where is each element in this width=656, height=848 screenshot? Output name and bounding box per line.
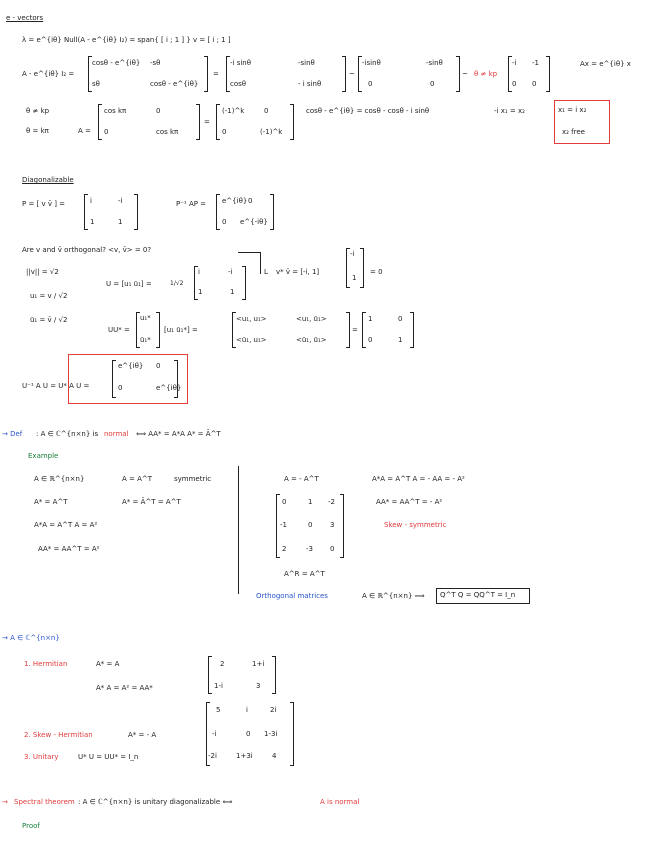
matrix-entry: 0 (118, 384, 123, 392)
def-text: : A ∈ ℂ^{n×n} is (36, 430, 99, 438)
bracket (98, 104, 102, 140)
bracket (290, 702, 294, 766)
spectral-normal: A is normal (320, 798, 360, 806)
skew-below: A^R = A^T (284, 570, 325, 578)
matrix-entry: -i sinθ (230, 59, 252, 67)
tilde: ~ (462, 70, 468, 78)
bracket (242, 266, 246, 300)
bracket (156, 312, 160, 348)
matrix-entry: cos kπ (104, 107, 127, 115)
matrix-entry: <ū₁, u₁> (236, 336, 267, 344)
matrix-entry: 1 (308, 498, 313, 506)
skew-hermitian-label: 2. Skew - Hermitian (24, 731, 93, 739)
bracket (290, 104, 294, 140)
matrix-entry: -i (350, 250, 355, 258)
matrix-entry: 1 (368, 315, 373, 323)
matrix-entry: -i (118, 197, 123, 205)
eigenvalue-line: λ = e^{iθ} Null(A - e^{iθ} I₂) = span{ [ i ; 1 ] } v = [ i ; 1 ] (22, 36, 231, 44)
tilde: ~ (349, 70, 355, 78)
bracket (134, 194, 138, 230)
matrix-entry: -isinθ (362, 59, 381, 67)
ex-left-2: A*A = A^T A = A² (34, 521, 98, 529)
example-label: Example (28, 452, 59, 460)
hermitian-def: A* = A (96, 660, 120, 668)
skew-eq-2: AA* = AA^T = - A² (376, 498, 443, 506)
pap-label: P⁻¹ AP = (176, 200, 207, 208)
bracket (270, 194, 274, 230)
matrix-entry: 0 (222, 128, 227, 136)
matrix-entry: cos kπ (156, 128, 179, 136)
bracket (546, 56, 550, 92)
matrix-entry: -sinθ (426, 59, 443, 67)
vstar-row: v* v̄ = [-i, 1] (276, 268, 320, 276)
bracket (196, 104, 200, 140)
matrix-entry: 0 (104, 128, 109, 136)
def-normal: normal (104, 430, 129, 438)
matrix-entry: cosθ - e^{iθ} (150, 80, 199, 88)
matrix-entry: 0 (264, 107, 269, 115)
matrix-entry: 1 (230, 288, 235, 296)
spectral-arrow: → (2, 798, 8, 806)
a-label: A = (78, 127, 91, 135)
bracket (342, 56, 346, 92)
u1-definition: u₁ = v / √2 (30, 292, 68, 300)
uau-label: U⁻¹ A U = U* A U = (22, 382, 90, 390)
matrix-entry: 3 (256, 682, 261, 690)
bracket (216, 104, 220, 140)
matrix-entry: -sθ (150, 59, 161, 67)
matrix-entry: 1 (90, 218, 95, 226)
cos-equation: cosθ - e^{iθ} = cosθ - cosθ - i sinθ (306, 107, 430, 115)
spectral-label: Spectral theorem (14, 798, 75, 806)
u-definition: U = [u₁ ū₁] = (106, 280, 152, 288)
heading-diagonalizable: Diagonalizable (22, 176, 74, 184)
equals: = (213, 70, 219, 78)
section-complex: → A ∈ ℂ^{n×n} (2, 634, 60, 642)
ex-sym-label: symmetric (174, 475, 212, 483)
matrix-entry: -i (228, 268, 233, 276)
matrix-entry: 1-i (214, 682, 223, 690)
matrix-entry: <u₁, ū₁> (296, 315, 327, 323)
orthogonal-set: A ∈ ℝ^{n×n} ⟹ (362, 592, 425, 600)
cond-theta-eq: θ = kπ (26, 127, 49, 135)
connector-line (238, 252, 260, 253)
matrix-entry: 1-3i (264, 730, 278, 738)
matrix-entry: 1 (118, 218, 123, 226)
skew-eq-1: A*A = A^T A = - AA = - A² (372, 475, 465, 483)
matrix-entry: -2i (208, 752, 217, 760)
matrix-entry: -i (212, 730, 217, 738)
matrix-entry: 1 (198, 288, 203, 296)
ex-sym-0: A = A^T (122, 475, 153, 483)
matrix-entry: 1+3i (236, 752, 253, 760)
matrix-entry: e^{iθ} (156, 384, 182, 392)
matrix-entry: 5 (216, 706, 221, 714)
zero-condition: θ ≠ kp (474, 70, 498, 78)
bracket (216, 194, 220, 230)
matrix-entry: 1+i (252, 660, 265, 668)
matrix-entry: (-1)^k (222, 107, 245, 115)
ex-left-1: A* = A^T (34, 498, 68, 506)
hermitian-label: 1. Hermitian (24, 660, 68, 668)
ix-equation: -i x₁ = x₂ (494, 107, 525, 115)
bracket (346, 312, 350, 348)
matrix-entry: ū₁* (140, 336, 151, 344)
matrix-entry: sθ (92, 80, 100, 88)
unitary-def: U* U = UU* = I_n (78, 753, 139, 761)
matrix-entry: -1 (532, 59, 539, 67)
matrix-entry: -1 (280, 521, 287, 529)
uu-middle: [u₁ ū₁*] = (164, 326, 198, 334)
matrix-entry: 0 (156, 107, 161, 115)
uu-label: UU* = (108, 326, 130, 334)
solution-x1: x₁ = i x₂ (558, 106, 587, 114)
matrix-entry: 0 (368, 336, 373, 344)
matrix-entry: e^{-iθ} (240, 218, 268, 226)
ex-left-3: AA* = AA^T = A² (38, 545, 100, 553)
matrix-entry: 0 (512, 80, 517, 88)
matrix-entry: cosθ (230, 80, 247, 88)
matrix-entry: - i sinθ (298, 80, 322, 88)
matrix-entry: u₁* (140, 314, 151, 322)
ex-left-0: A ∈ ℝ^{n×n} (34, 475, 85, 483)
vstar-equals: = 0 (370, 268, 383, 276)
matrix-entry: e^{iθ} (222, 197, 248, 205)
matrix-entry: -2 (328, 498, 335, 506)
matrix-entry: 1 (352, 274, 357, 282)
bracket (456, 56, 460, 92)
orthogonal-box-text: Q^T Q = QQ^T = I_n (440, 591, 516, 599)
matrix-entry: 0 (330, 545, 335, 553)
norm-v: ||v|| = √2 (26, 268, 59, 276)
equals: = (352, 326, 358, 334)
solution-x2: x₂ free (562, 128, 585, 136)
bracket (84, 194, 88, 230)
orthogonal-question: Are v and v̄ orthogonal? <v, v̄> = 0? (22, 246, 152, 254)
orthogonal-label: Orthogonal matrices (256, 592, 328, 600)
connector-line (260, 252, 261, 274)
matrix-entry: 0 (246, 730, 251, 738)
proof-label: Proof (22, 822, 40, 830)
matrix-entry: 0 (222, 218, 227, 226)
heading-evectors: e - vectors (6, 14, 44, 22)
equals: = (204, 118, 210, 126)
matrix-entry: <u₁, u₁> (236, 315, 267, 323)
matrix-entry: 3 (330, 521, 335, 529)
bracket (272, 656, 276, 694)
row1-lhs: A - e^{iθ} I₂ = (22, 70, 75, 78)
ex-right-eq: A = - A^T (284, 475, 319, 483)
cond-theta-neq: θ ≠ kp (26, 107, 50, 115)
def-rest: ⟺ AA* = A*A A* = Ā^T (136, 430, 221, 438)
bracket (360, 248, 364, 288)
matrix-entry: 2 (282, 545, 287, 553)
bracket (204, 56, 208, 92)
matrix-entry: cosθ - e^{iθ} (92, 59, 141, 67)
hermitian-eq: A* A = A² = AA* (96, 684, 153, 692)
spectral-text: : A ∈ ℂ^{n×n} is unitary diagonalizable ⟺ (78, 798, 233, 806)
matrix-entry: -sinθ (298, 59, 315, 67)
matrix-entry: 0 (368, 80, 373, 88)
matrix-entry: i (90, 197, 92, 205)
matrix-entry: <ū₁, ū₁> (296, 336, 327, 344)
matrix-entry: 0 (248, 197, 253, 205)
matrix-entry: i (198, 268, 200, 276)
u-fraction: 1/√2 (170, 280, 184, 287)
matrix-entry: 0 (156, 362, 161, 370)
bracket (340, 494, 344, 558)
def-arrow: → Def (2, 430, 23, 438)
matrix-entry: (-1)^k (260, 128, 283, 136)
ex-sym-1: A* = Ā^T = A^T (122, 498, 181, 506)
matrix-entry: 0 (308, 521, 313, 529)
bracket (208, 656, 212, 694)
bracket (410, 312, 414, 348)
bracket (112, 360, 116, 398)
matrix-entry: e^{iθ} (118, 362, 144, 370)
bracket (362, 312, 366, 348)
matrix-entry: 2i (270, 706, 277, 714)
connector-arrow: L (264, 268, 268, 276)
matrix-entry: 1 (398, 336, 403, 344)
divider (238, 466, 239, 594)
unitary-label: 3. Unitary (24, 753, 59, 761)
matrix-entry: 0 (532, 80, 537, 88)
matrix-entry: 0 (282, 498, 287, 506)
matrix-entry: 0 (398, 315, 403, 323)
skew-hermitian-def: A* = - A (128, 731, 157, 739)
ax-equation: Ax = e^{iθ} x (580, 60, 631, 68)
matrix-entry: 4 (272, 752, 277, 760)
ubar-definition: ū₁ = v̄ / √2 (30, 316, 68, 324)
matrix-entry: 0 (430, 80, 435, 88)
matrix-entry: 2 (220, 660, 225, 668)
skew-label: Skew - symmetric (384, 521, 447, 529)
p-definition: P = [ v v̄ ] = (22, 200, 66, 208)
bracket (174, 360, 178, 398)
matrix-entry: -i (512, 59, 517, 67)
matrix-entry: -3 (306, 545, 313, 553)
matrix-entry: i (246, 706, 248, 714)
